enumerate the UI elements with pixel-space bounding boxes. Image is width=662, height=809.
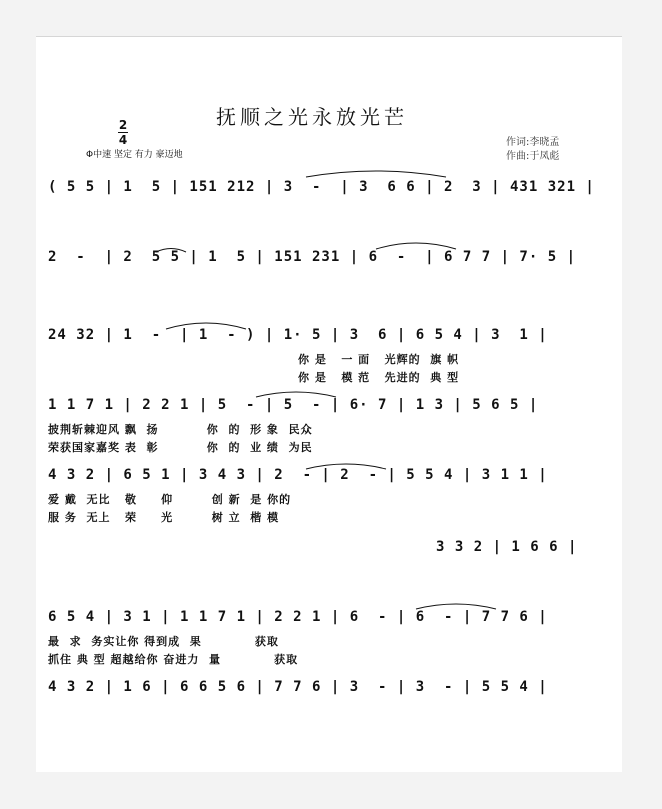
- staff-line-6: [36, 527, 622, 567]
- lyric-7b: 抓住 典 型 超越给你 奋进力 量 获取: [48, 653, 299, 666]
- lyric-3b: 你 是 模 范 先进的 典 型: [298, 371, 460, 384]
- lyric-5a: 爱 戴 无比 敬 仰 创 新 是 你的: [48, 493, 292, 506]
- staff-line-5: [36, 455, 622, 524]
- lyric-4a: 披荆斩棘迎风 飘 扬 你 的 形 象 民众: [48, 423, 313, 436]
- notes-line-2: 2 - | 2 5 5 | 1 5 | 151 231 | 6 - | 6 7 7 | 7· 5 |: [48, 249, 577, 265]
- notes-line-6: 3 3 2 | 1 6 6 |: [436, 539, 578, 555]
- notes-line-8: 4 3 2 | 1 6 | 6 6 5 6 | 7 7 6 | 3 - | 3 - | 5 5 4 |: [48, 679, 548, 695]
- notes-line-7: 6 5 4 | 3 1 | 1 1 7 1 | 2 2 1 | 6 - | 6 - | 7 7 6 |: [48, 609, 548, 625]
- score-page: [36, 36, 622, 772]
- staff-line-8: [36, 667, 622, 707]
- time-sig-top: 2: [118, 118, 128, 132]
- notes-line-3: 24 32 | 1 - | 1 - ) | 1· 5 | 3 6 | 6 5 4 | 3 1 |: [48, 327, 548, 343]
- staff-line-4: [36, 385, 622, 454]
- staff-line-3: [36, 315, 622, 384]
- song-title: 抚顺之光永放光芒: [216, 105, 408, 129]
- notes-line-4: 1 1 7 1 | 2 2 1 | 5 - | 5 - | 6· 7 | 1 3 | 5 6 5 |: [48, 397, 539, 413]
- lyric-4b: 荣获国家嘉奖 表 彰 你 的 业 绩 为民: [48, 441, 313, 454]
- lyric-3a: 你 是 一 面 光辉的 旗 帜: [298, 353, 460, 366]
- staff-line-2: [36, 237, 622, 277]
- time-sig-bottom: 4: [118, 133, 128, 147]
- lyricist-credit: 作词:李晓孟: [506, 137, 560, 148]
- notes-line-5: 4 3 2 | 6 5 1 | 3 4 3 | 2 - | 2 - | 5 5 4 | 3 1 1 |: [48, 467, 548, 483]
- lyric-7a: 最 求 务实让你 得到成 果 获取: [48, 635, 279, 648]
- time-signature: [118, 119, 128, 146]
- composer-credit: 作曲:于凤彪: [506, 151, 560, 162]
- tempo-marking: Φ中速 坚定 有力 豪迈地: [86, 150, 183, 160]
- staff-line-7: [36, 597, 622, 666]
- notes-line-1: ( 5 5 | 1 5 | 151 212 | 3 - | 3 6 6 | 2 3 | 431 321 |: [48, 179, 595, 195]
- lyric-5b: 服 务 无上 荣 光 树 立 楷 模: [48, 511, 280, 524]
- staff-line-1: [36, 167, 622, 207]
